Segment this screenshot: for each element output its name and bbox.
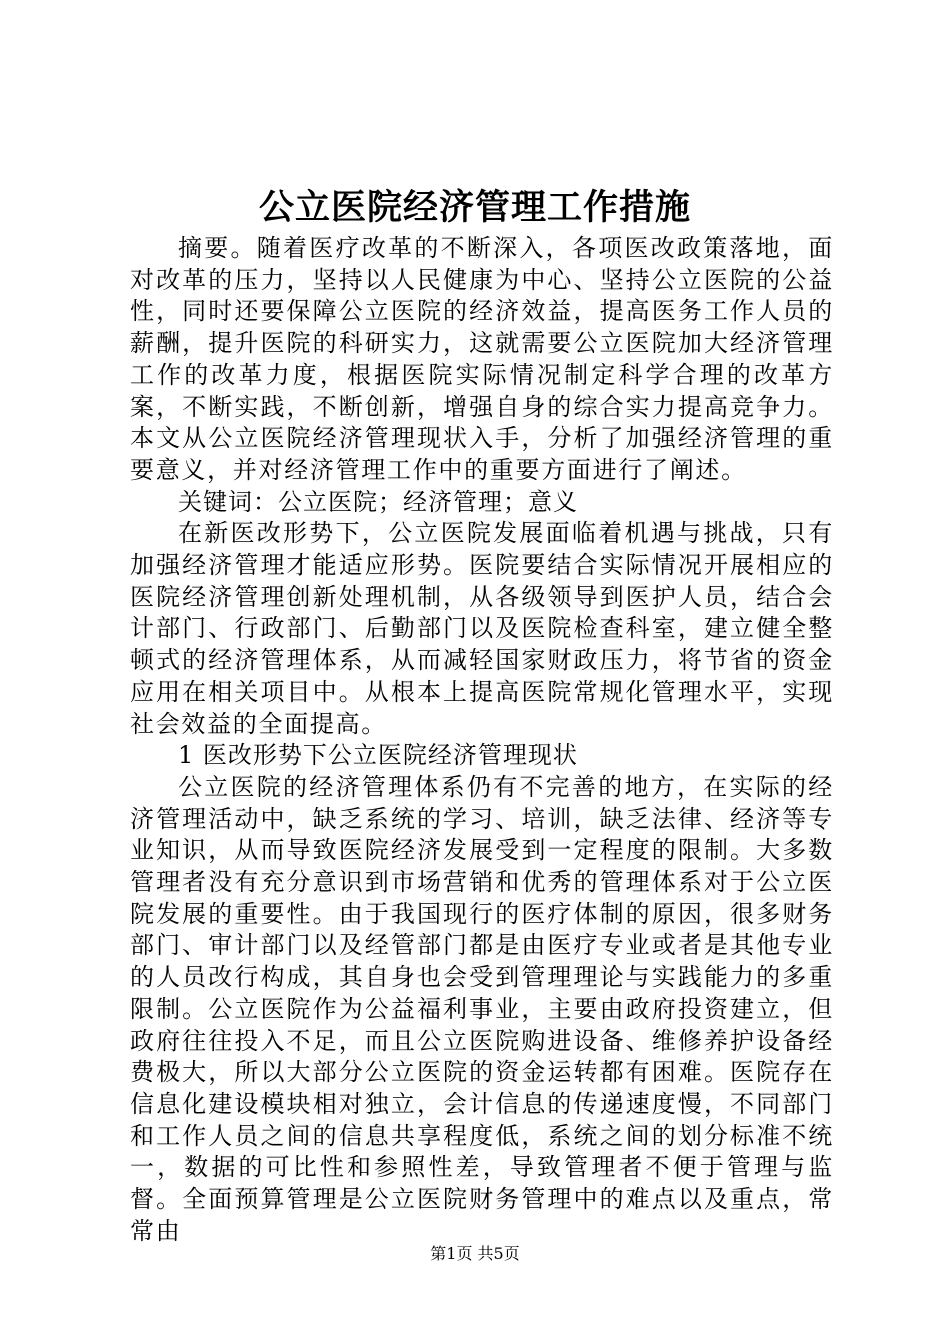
document-body [130, 233, 834, 1248]
section-body-paragraph: 公立医院的经济管理体系仍有不完善的地方，在实际的经济管理活动中，缺乏系统的学习、培训，缺乏法律、经济等专业知识，从而导致医院经济发展受到一定程度的限制。大多数管理者没有充分意识到市场营销和优秀的管理体系对于公立医院发展的重要性。由于我国现行的医疗体制的原因，很多财务部门、审计部门以及经管部门都是由医疗专业或者是其他专业的人员改行构成，其自身也会受到管理理论与实践能力的多重限制。公立医院作为公益福利事业，主要由政府投资建立，但政府往往投入不足，而且公立医院购进设备、维修养护设备经费极大，所以大部分公立医院的资金运转都有困难。医院存在信息化建设模块相对独立，会计信息的传递速度慢，不同部门和工作人员之间的信息共享程度低，系统之间的划分标准不统一，数据的可比性和参照性差，导致管理者不便于管理与监督。全面预算管理是公立医院财务管理中的难点以及重点，常常由 [130, 772, 834, 1245]
page-footer: 第1页 共5页 [430, 1244, 520, 1263]
keywords-line: 关键词：公立医院；经济管理；意义 [178, 487, 578, 516]
section-heading: 1 医改形势下公立医院经济管理现状 [178, 741, 578, 770]
document-title: 公立医院经济管理工作措施 [258, 187, 691, 228]
intro-paragraph: 在新医改形势下，公立医院发展面临着机遇与挑战，只有加强经济管理才能适应形势。医院要结合实际情况开展相应的医院经济管理创新处理机制，从各级领导到医护人员，结合会计部门、行政部门、后勤部门以及医院检查科室，建立健全整顿式的经济管理体系，从而减轻国家财政压力，将节省的资金应用在相关项目中。从根本上提高医院常规化管理水平，实现社会效益的全面提高。 [130, 519, 834, 738]
abstract-paragraph: 摘要。随着医疗改革的不断深入，各项医改政策落地，面对改革的压力，坚持以人民健康为中心、坚持公立医院的公益性，同时还要保障公立医院的经济效益，提高医务工作人员的薪酬，提升医院的科研实力，这就需要公立医院加大经济管理工作的改革力度，根据医院实际情况制定科学合理的改革方案，不断实践，不断创新，增强自身的综合实力提高竞争力。本文从公立医院经济管理现状入手，分析了加强经济管理的重要意义，并对经济管理工作中的重要方面进行了阐述。 [130, 234, 834, 484]
